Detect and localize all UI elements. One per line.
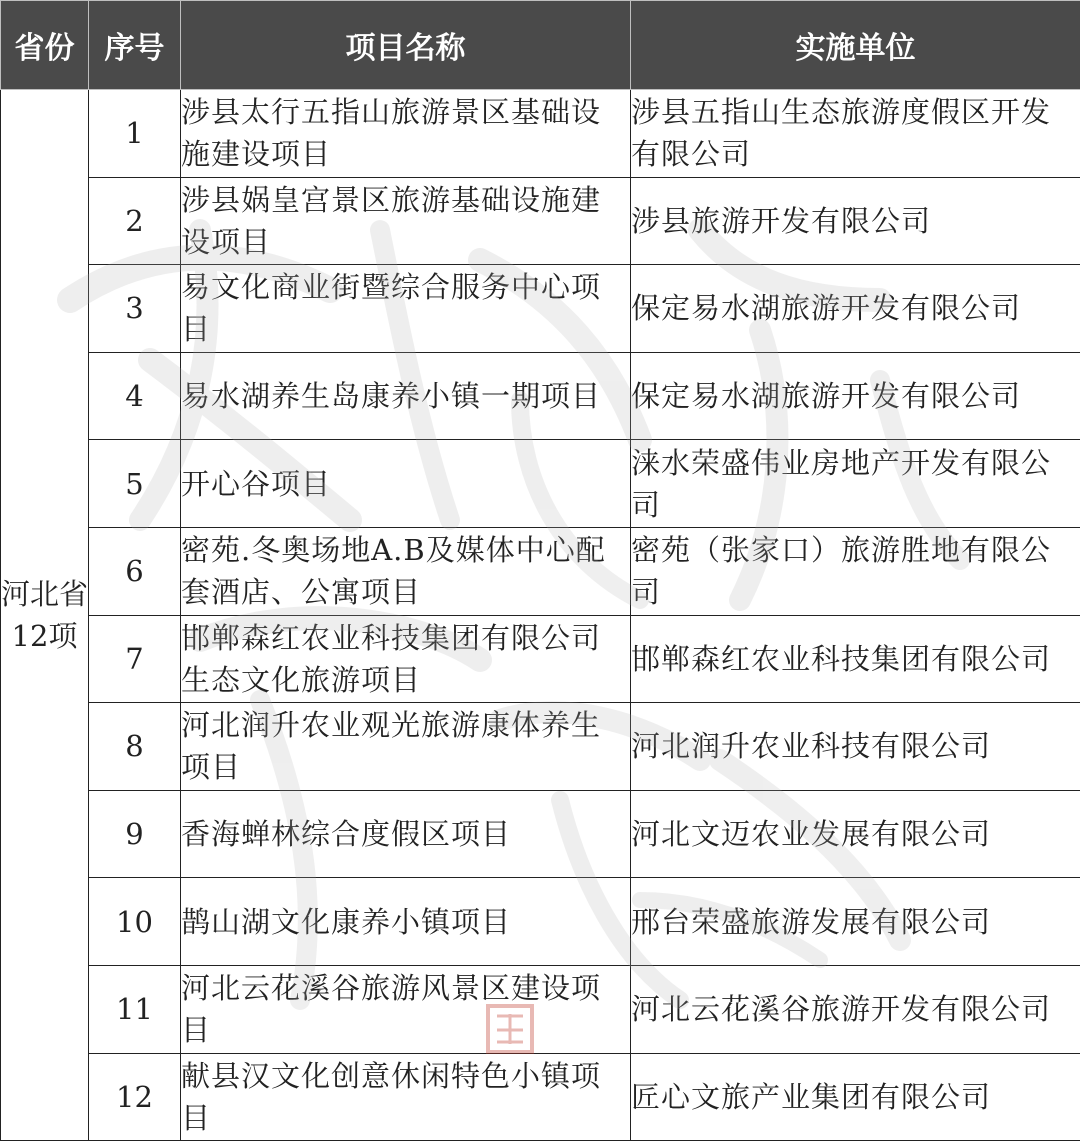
- table-row: [1, 265, 1080, 353]
- row-number: 2: [89, 177, 181, 265]
- table-row: [1, 527, 1080, 615]
- project-name-cell: 河北润升农业观光旅游康体养生项目: [181, 703, 631, 791]
- project-name-cell: 河北云花溪谷旅游风景区建设项目: [181, 965, 631, 1053]
- row-number: 7: [89, 615, 181, 703]
- implementing-unit-cell: 河北文迈农业发展有限公司: [631, 790, 1080, 878]
- implementing-unit-cell: 河北云花溪谷旅游开发有限公司: [631, 965, 1080, 1053]
- project-name-cell: 献县汉文化创意休闲特色小镇项目: [181, 1053, 631, 1141]
- table-row: [1, 703, 1080, 791]
- row-number: 12: [89, 1053, 181, 1141]
- row-number: 6: [89, 527, 181, 615]
- implementing-unit-cell: 密苑（张家口）旅游胜地有限公司: [631, 527, 1080, 615]
- implementing-unit-cell: 匠心文旅产业集团有限公司: [631, 1053, 1080, 1141]
- implementing-unit-cell: 邢台荣盛旅游发展有限公司: [631, 878, 1080, 966]
- row-number: 10: [89, 878, 181, 966]
- header-number: 序号: [89, 1, 181, 90]
- implementing-unit-cell: 保定易水湖旅游开发有限公司: [631, 352, 1080, 440]
- table-row: [1, 352, 1080, 440]
- table-row: [1, 965, 1080, 1053]
- project-name-cell: 邯郸森红农业科技集团有限公司生态文化旅游项目: [181, 615, 631, 703]
- project-name-cell: 易文化商业街暨综合服务中心项目: [181, 265, 631, 353]
- implementing-unit-cell: 涞水荣盛伟业房地产开发有限公司: [631, 440, 1080, 528]
- header-implementing-unit: 实施单位: [631, 1, 1080, 90]
- table-row: [1, 1053, 1080, 1141]
- implementing-unit-cell: 涉县旅游开发有限公司: [631, 177, 1080, 265]
- header-project-name: 项目名称: [181, 1, 631, 90]
- header-row: [1, 1, 1080, 90]
- row-number: 9: [89, 790, 181, 878]
- table-row: [1, 440, 1080, 528]
- project-name-cell: 涉县娲皇宫景区旅游基础设施建设项目: [181, 177, 631, 265]
- project-name-cell: 开心谷项目: [181, 440, 631, 528]
- project-name-cell: 涉县太行五指山旅游景区基础设施建设项目: [181, 90, 631, 178]
- table-row: [1, 90, 1080, 178]
- header-province: 省份: [1, 1, 89, 90]
- row-number: 3: [89, 265, 181, 353]
- row-number: 11: [89, 965, 181, 1053]
- implementing-unit-cell: 河北润升农业科技有限公司: [631, 703, 1080, 791]
- project-name-cell: 易水湖养生岛康养小镇一期项目: [181, 352, 631, 440]
- table-row: [1, 615, 1080, 703]
- implementing-unit-cell: 涉县五指山生态旅游度假区开发有限公司: [631, 90, 1080, 178]
- project-name-cell: 密苑.冬奥场地A.B及媒体中心配套酒店、公寓项目: [181, 527, 631, 615]
- project-name-cell: 香海蝉林综合度假区项目: [181, 790, 631, 878]
- implementing-unit-cell: 保定易水湖旅游开发有限公司: [631, 265, 1080, 353]
- row-number: 4: [89, 352, 181, 440]
- row-number: 8: [89, 703, 181, 791]
- implementing-unit-cell: 邯郸森红农业科技集团有限公司: [631, 615, 1080, 703]
- table-row: [1, 790, 1080, 878]
- table-row: [1, 177, 1080, 265]
- project-name-cell: 鹊山湖文化康养小镇项目: [181, 878, 631, 966]
- row-number: 1: [89, 90, 181, 178]
- province-cell: 河北省12项: [1, 90, 89, 1141]
- row-number: 5: [89, 440, 181, 528]
- table-row: [1, 878, 1080, 966]
